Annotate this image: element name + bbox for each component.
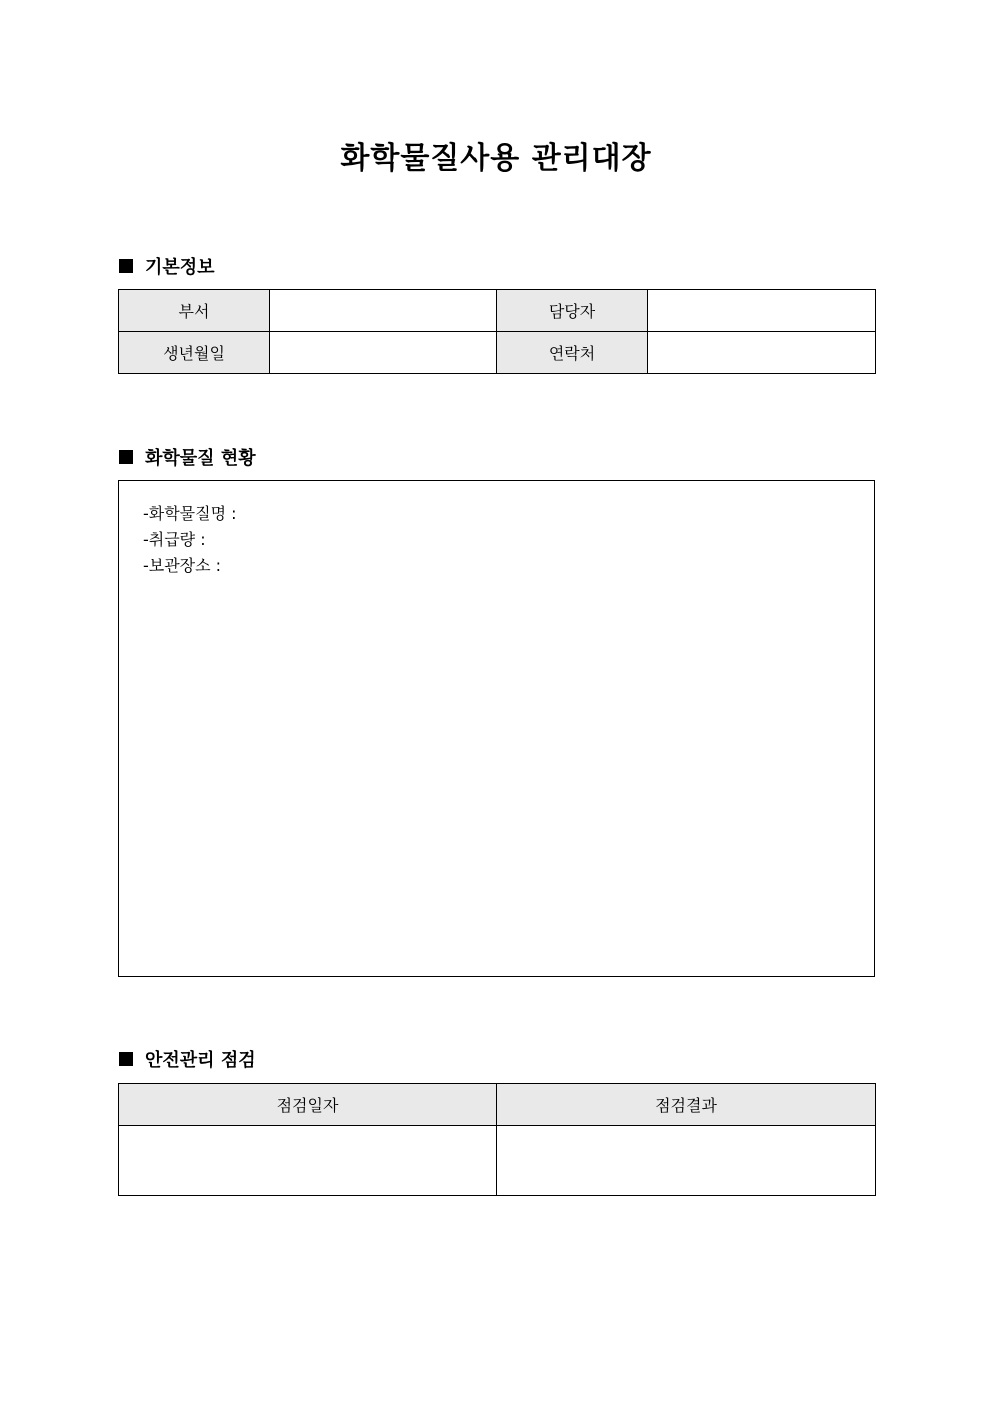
section-heading-label: 안전관리 점검 [145, 1050, 256, 1071]
section-heading-basic-info [119, 253, 215, 279]
column-header-check-result: 점검결과 [497, 1084, 876, 1126]
square-bullet-icon [119, 450, 133, 464]
chemical-name-line: -화학물질명 : [143, 504, 237, 523]
document-title: 화학물질사용 관리대장 [340, 141, 652, 176]
check-result-field[interactable] [497, 1126, 876, 1196]
handling-amount-line: -취급량 : [143, 530, 206, 549]
manager-label: 담당자 [497, 290, 648, 332]
section-heading-chemical-status [119, 444, 256, 470]
basic-info-table [118, 289, 876, 374]
chemical-status-lines [143, 501, 237, 579]
storage-location-line: -보관장소 : [143, 556, 222, 575]
department-label: 부서 [119, 290, 270, 332]
table-header-row [119, 1084, 876, 1126]
column-header-check-date: 점검일자 [119, 1084, 497, 1126]
birthdate-field[interactable] [270, 332, 497, 374]
section-heading-label: 기본정보 [145, 257, 215, 278]
check-date-field[interactable] [119, 1126, 497, 1196]
section-heading-safety-check [119, 1046, 256, 1072]
safety-check-table [118, 1083, 876, 1196]
chemical-status-box[interactable] [118, 480, 875, 977]
table-row [119, 332, 876, 374]
department-field[interactable] [270, 290, 497, 332]
contact-field[interactable] [648, 332, 876, 374]
contact-label: 연락처 [497, 332, 648, 374]
square-bullet-icon [119, 1052, 133, 1066]
square-bullet-icon [119, 259, 133, 273]
manager-field[interactable] [648, 290, 876, 332]
table-row [119, 1126, 876, 1196]
birthdate-label: 생년월일 [119, 332, 270, 374]
table-row [119, 290, 876, 332]
section-heading-label: 화학물질 현황 [145, 448, 256, 469]
